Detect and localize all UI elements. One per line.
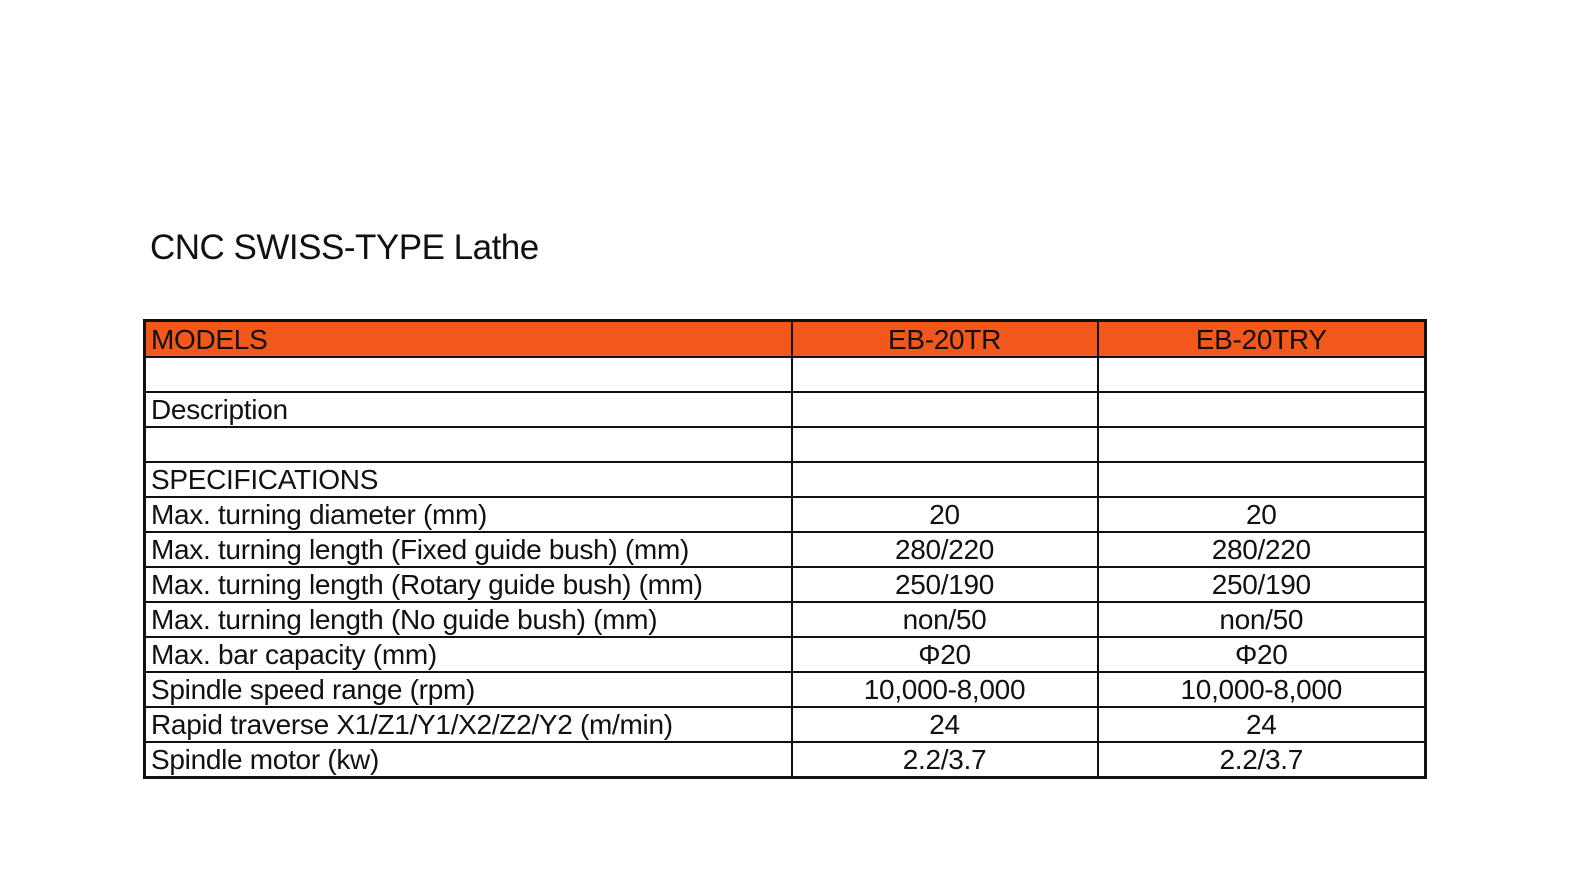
row-label: Max. turning diameter (mm)	[145, 497, 792, 532]
document-title: CNC SWISS-TYPE Lathe	[150, 228, 539, 267]
row-value-eb-20try: non/50	[1098, 602, 1426, 637]
row-value-eb-20try: 24	[1098, 707, 1426, 742]
row-value-eb-20try: 2.2/3.7	[1098, 742, 1426, 778]
row-value-eb-20try: 280/220	[1098, 532, 1426, 567]
row-label: Max. turning length (No guide bush) (mm)	[145, 602, 792, 637]
table-header-row	[145, 321, 1426, 358]
row-label: SPECIFICATIONS	[145, 462, 792, 497]
row-label	[145, 427, 792, 462]
row-label	[145, 357, 792, 392]
row-label: Spindle speed range (rpm)	[145, 672, 792, 707]
row-label: Max. turning length (Fixed guide bush) (mm)	[145, 532, 792, 567]
row-label: Max. bar capacity (mm)	[145, 637, 792, 672]
table-row	[145, 462, 1426, 497]
row-value-eb-20try	[1098, 462, 1426, 497]
header-models-label: MODELS	[145, 321, 792, 358]
row-value-eb-20tr	[792, 462, 1098, 497]
row-value-eb-20try: 10,000-8,000	[1098, 672, 1426, 707]
table-row	[145, 567, 1426, 602]
table-row	[145, 357, 1426, 392]
row-value-eb-20tr: 280/220	[792, 532, 1098, 567]
table-row	[145, 497, 1426, 532]
row-label: Description	[145, 392, 792, 427]
table-body	[145, 321, 1426, 778]
row-value-eb-20tr: 2.2/3.7	[792, 742, 1098, 778]
row-value-eb-20try	[1098, 392, 1426, 427]
row-label: Spindle motor (kw)	[145, 742, 792, 778]
row-value-eb-20tr: 20	[792, 497, 1098, 532]
row-value-eb-20try: 20	[1098, 497, 1426, 532]
row-value-eb-20try: 250/190	[1098, 567, 1426, 602]
row-value-eb-20tr	[792, 357, 1098, 392]
table-row	[145, 602, 1426, 637]
row-value-eb-20tr: 24	[792, 707, 1098, 742]
row-value-eb-20tr: 10,000-8,000	[792, 672, 1098, 707]
row-value-eb-20tr	[792, 427, 1098, 462]
row-label: Rapid traverse X1/Z1/Y1/X2/Z2/Y2 (m/min)	[145, 707, 792, 742]
table-row	[145, 637, 1426, 672]
row-value-eb-20try	[1098, 357, 1426, 392]
row-value-eb-20tr: non/50	[792, 602, 1098, 637]
row-value-eb-20tr	[792, 392, 1098, 427]
row-label: Max. turning length (Rotary guide bush) (mm)	[145, 567, 792, 602]
row-value-eb-20try: Φ20	[1098, 637, 1426, 672]
header-model-eb-20tr: EB-20TR	[792, 321, 1098, 358]
table-row	[145, 392, 1426, 427]
row-value-eb-20try	[1098, 427, 1426, 462]
header-model-eb-20try: EB-20TRY	[1098, 321, 1426, 358]
table-row	[145, 742, 1426, 778]
table-row	[145, 532, 1426, 567]
table-row	[145, 672, 1426, 707]
row-value-eb-20tr: Φ20	[792, 637, 1098, 672]
specifications-table	[143, 319, 1427, 779]
table-row	[145, 707, 1426, 742]
row-value-eb-20tr: 250/190	[792, 567, 1098, 602]
table-row	[145, 427, 1426, 462]
